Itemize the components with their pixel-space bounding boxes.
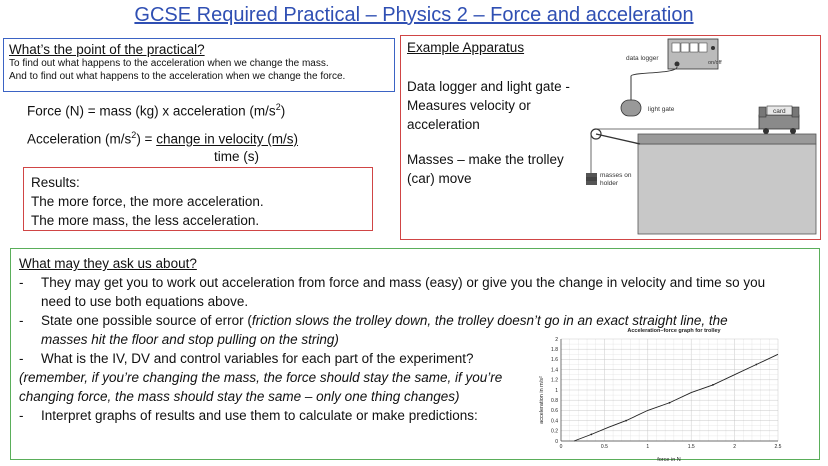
bullet-4: Interpret graphs of results and use them to calculate or make predictions: [41, 408, 478, 423]
y-tick-label: 0.8 [551, 398, 558, 404]
y-tick-label: 2 [555, 336, 558, 343]
data-point [755, 364, 757, 366]
ask-heading: What may they ask us about? [19, 256, 197, 271]
results-line-1: The more force, the more acceleration. [31, 194, 264, 209]
on-off-label: on/off [708, 60, 722, 66]
y-tick-label: 1.2 [551, 377, 558, 384]
x-tick-label: 0.5 [600, 444, 608, 450]
y-tick-label: 1 [555, 387, 558, 394]
logger-line-2: Measures velocity or [407, 98, 531, 113]
chart-title: Acceleration–force graph for trolley [627, 328, 721, 334]
bullet-dash: - [19, 408, 24, 423]
data-logger-label: data logger [626, 55, 659, 62]
mass-disc [586, 173, 597, 177]
light-gate-icon [621, 100, 641, 116]
y-tick-label: 0.6 [551, 408, 558, 415]
y-tick-label: 0.2 [551, 428, 558, 435]
masses-label-1: masses on [600, 172, 632, 179]
acc-formula-numerator: change in velocity (m/s) [156, 131, 299, 147]
mass-disc [586, 177, 597, 181]
bullet-1-line-1: They may get you to work out acceleration from force and mass (easy) or give you the change in velocity and time so you [41, 275, 766, 290]
pulley-clamp [596, 134, 640, 144]
masses-line-1: Masses – make the trolley [407, 152, 564, 167]
point-line-1: To find out what happens to the acceleration when we change the mass. [9, 58, 329, 69]
bullet-3-italic-2: changing force, the mass should stay the same – only one thing changes) [19, 389, 460, 404]
chart-grid [561, 339, 778, 441]
trolley-end [792, 107, 799, 117]
display-digit [699, 43, 707, 52]
y-tick-label: 1.8 [551, 347, 558, 353]
trolley-end [759, 107, 766, 117]
bullet-3: What is the IV, DV and control variables for each part of the experiment? [41, 351, 474, 366]
bullet-2-line-2: masses hit the floor and stop pulling on the string) [41, 332, 339, 347]
data-point [625, 420, 627, 422]
chart-xlabel: force in N [657, 457, 681, 463]
point-heading: What’s the point of the practical? [9, 42, 205, 57]
page-title: GCSE Required Practical – Physics 2 – Force and acceleration [134, 4, 694, 26]
x-tick-label: 1 [646, 444, 650, 450]
bullet-2-text: State one possible source of error ( [41, 313, 252, 328]
acc-formula-eq: ) = [136, 131, 157, 147]
masses-description [407, 150, 597, 188]
acc-formula-sup: 2 [131, 130, 137, 140]
bullet-3-italic-1: (remember, if you’re changing the mass, the force should stay the same, if you’re [19, 370, 503, 385]
chart-ylabel: acceleration in m/s² [539, 376, 545, 424]
apparatus-heading: Example Apparatus [407, 40, 525, 55]
data-point [712, 384, 714, 386]
bench [638, 144, 816, 234]
y-tick-label: 0 [555, 438, 558, 445]
logger-line-3: acceleration [407, 117, 480, 132]
logger-description [407, 77, 597, 134]
force-formula [27, 102, 285, 119]
socket-icon [675, 62, 680, 67]
logger-line-1: Data logger and light gate - [407, 79, 570, 94]
acceleration-force-chart [534, 324, 784, 464]
results-box [23, 167, 373, 231]
light-gate-label: light gate [648, 106, 675, 113]
point-box [3, 38, 395, 92]
results-line-2: The more mass, the less acceleration. [31, 213, 260, 228]
x-tick-label: 2 [733, 444, 736, 450]
apparatus-diagram [576, 36, 820, 239]
apparatus-box [400, 35, 821, 240]
bullet-2-italic: friction slows the trolley down, the trolley doesn’t go in an exact straight line, the [251, 313, 728, 328]
bullet-1 [41, 273, 816, 311]
display-digit [672, 43, 680, 52]
masses-label-2: holder [600, 180, 619, 187]
mass-disc [586, 181, 597, 185]
force-formula-close: ) [280, 103, 286, 119]
x-tick-label: 1.5 [687, 444, 695, 450]
acceleration-formula [27, 130, 298, 147]
y-tick-label: 0.4 [551, 418, 558, 425]
bullet-dash: - [19, 351, 24, 366]
bullet-dash: - [19, 275, 24, 290]
wheel-icon [763, 128, 769, 134]
chart-series [574, 354, 778, 441]
wheel-icon [790, 128, 796, 134]
masses-line-2: (car) move [407, 171, 472, 186]
card-label: card [773, 108, 786, 115]
bullet-1-line-2: need to use both equations above. [41, 294, 249, 309]
display-digit [681, 43, 689, 52]
runway [638, 134, 816, 144]
series-line [574, 354, 778, 441]
x-tick-label: 2.5 [774, 444, 782, 450]
y-tick-label: 1.6 [551, 357, 558, 364]
acc-formula-main: Acceleration (m/s [27, 131, 132, 147]
force-formula-main: Force (N) = mass (kg) x acceleration (m/s [27, 103, 276, 119]
acc-formula-denominator: time (s) [214, 149, 259, 164]
bullet-dash: - [19, 313, 24, 328]
y-tick-label: 1.4 [551, 367, 558, 374]
display-digit [690, 43, 698, 52]
point-line-2: And to find out what happens to the acceleration when we change the force. [9, 71, 346, 82]
data-point [669, 402, 671, 404]
force-formula-sup: 2 [275, 102, 281, 112]
chart-ticks [551, 337, 782, 450]
x-tick-label: 0 [559, 444, 563, 450]
button-icon [711, 46, 715, 50]
results-heading: Results: [31, 175, 80, 190]
data-point [590, 433, 592, 435]
